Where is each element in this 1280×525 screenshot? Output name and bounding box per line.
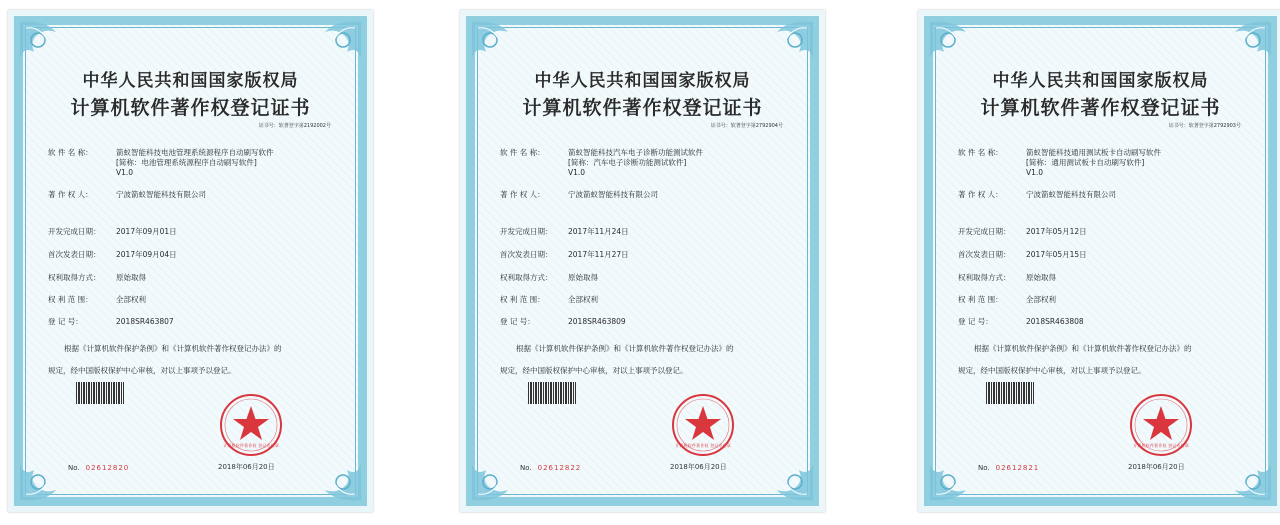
dev-date-value: 2017年11月24日	[568, 227, 629, 236]
scope-label: 权 利 范 围：	[500, 295, 545, 304]
star-icon	[1143, 406, 1179, 440]
ornate-corner-icon	[16, 444, 76, 504]
software-name-label: 软 件 名 称：	[500, 148, 545, 157]
certificate-number: 证书号：软著登字第2792903号	[1168, 123, 1241, 129]
owner-row	[48, 190, 356, 200]
dev-date-label: 开发完成日期：	[500, 227, 553, 236]
dev-date-row	[48, 227, 356, 237]
ornate-corner-icon	[468, 444, 528, 504]
barcode-icon	[986, 382, 1034, 404]
ornate-corner-icon	[757, 444, 817, 504]
software-version: V1.0	[1026, 168, 1044, 177]
acquire-label: 权利取得方式：	[500, 273, 553, 282]
certificate-1	[8, 10, 373, 512]
publish-date-label: 首次发表日期：	[48, 250, 101, 259]
software-short-name: [简称：汽车电子诊断功能测试软件]	[568, 158, 687, 167]
legal-statement-line1: 根据《计算机软件保护条例》和《计算机软件著作权登记办法》的	[64, 344, 282, 353]
owner-label: 著 作 权 人：	[958, 190, 1003, 199]
serial-number	[978, 464, 1039, 472]
barcode-icon	[528, 382, 576, 404]
legal-statement-line1: 根据《计算机软件保护条例》和《计算机软件著作权登记办法》的	[974, 344, 1192, 353]
registration-label: 登 记 号：	[958, 317, 993, 326]
owner-label: 著 作 权 人：	[48, 190, 93, 199]
software-name-row	[48, 148, 356, 178]
scope-row	[500, 295, 808, 305]
scope-value: 全部权利	[116, 295, 146, 304]
acquire-value: 原始取得	[1026, 273, 1056, 282]
owner-value: 宁波箭蚁智能科技有限公司	[116, 190, 206, 199]
registration-label: 登 记 号：	[48, 317, 83, 326]
publish-date-value: 2017年11月27日	[568, 250, 629, 259]
owner-label: 著 作 权 人：	[500, 190, 545, 199]
certificate-title: 计算机软件著作权登记证书	[980, 97, 1221, 119]
owner-row	[958, 190, 1266, 200]
software-version: V1.0	[116, 168, 134, 177]
acquire-label: 权利取得方式：	[958, 273, 1011, 282]
ornate-corner-icon	[1215, 444, 1275, 504]
legal-statement	[48, 338, 343, 382]
software-name-label: 软 件 名 称：	[958, 148, 1003, 157]
certificate-number: 证书号：软著登字第2792904号	[710, 123, 783, 129]
serial-value: 02612820	[85, 464, 130, 472]
seal-date: 2018年06月20日	[670, 463, 727, 471]
certificate-2	[460, 10, 825, 512]
publish-date-label: 首次发表日期：	[958, 250, 1011, 259]
serial-number	[520, 464, 581, 472]
acquire-label: 权利取得方式：	[48, 273, 101, 282]
serial-number	[68, 464, 129, 472]
dev-date-value: 2017年09月01日	[116, 227, 177, 236]
scope-label: 权 利 范 围：	[48, 295, 93, 304]
legal-statement-line2: 规定，经中国版权保护中心审核，对以上事项予以登记。	[958, 366, 1146, 375]
seal-date: 2018年06月20日	[218, 463, 275, 471]
software-name: 箭蚁智能科技电池管理系统源程序自动刷写软件	[116, 148, 274, 157]
software-name: 箭蚁智能科技汽车电子诊断功能测试软件	[568, 148, 703, 157]
seal-date: 2018年06月20日	[1128, 463, 1185, 471]
certificate-title: 计算机软件著作权登记证书	[70, 97, 311, 119]
scope-value: 全部权利	[568, 295, 598, 304]
official-seal-icon	[670, 392, 736, 458]
acquire-row	[48, 273, 356, 283]
publish-date-row	[48, 250, 356, 260]
dev-date-label: 开发完成日期：	[958, 227, 1011, 236]
software-name-label: 软 件 名 称：	[48, 148, 93, 157]
certificate-number: 证书号：软著登字第2192002号	[258, 123, 331, 129]
star-icon	[685, 406, 721, 440]
registration-row	[48, 317, 356, 327]
dev-date-row	[500, 227, 808, 237]
publish-date-value: 2017年09月04日	[116, 250, 177, 259]
acquire-row	[500, 273, 808, 283]
publish-date-value: 2017年05月15日	[1026, 250, 1087, 259]
serial-prefix: No.	[520, 464, 532, 472]
owner-row	[500, 190, 808, 200]
seal-text: 计算机软件著作权 登记专用章	[223, 443, 279, 448]
publish-date-label: 首次发表日期：	[500, 250, 553, 259]
seal-text: 计算机软件著作权 登记专用章	[675, 443, 731, 448]
software-short-name: [简称：通用测试板卡自动刷写软件]	[1026, 158, 1145, 167]
software-version: V1.0	[568, 168, 586, 177]
acquire-value: 原始取得	[568, 273, 598, 282]
legal-statement	[500, 338, 795, 382]
software-name-row	[958, 148, 1266, 178]
issuer-title: 中华人民共和国国家版权局	[534, 71, 751, 91]
dev-date-label: 开发完成日期：	[48, 227, 101, 236]
legal-statement-line1: 根据《计算机软件保护条例》和《计算机软件著作权登记办法》的	[516, 344, 734, 353]
scope-value: 全部权利	[1026, 295, 1056, 304]
software-short-name: [简称：电池管理系统源程序自动刷写软件]	[116, 158, 257, 167]
legal-statement	[958, 338, 1253, 382]
certificate-title: 计算机软件著作权登记证书	[522, 97, 763, 119]
registration-number: 2018SR463809	[568, 317, 626, 326]
ornate-corner-icon	[926, 444, 986, 504]
dev-date-value: 2017年05月12日	[1026, 227, 1087, 236]
legal-statement-line2: 规定，经中国版权保护中心审核，对以上事项予以登记。	[48, 366, 236, 375]
scope-label: 权 利 范 围：	[958, 295, 1003, 304]
certificate-3	[918, 10, 1280, 512]
software-name-row	[500, 148, 808, 178]
owner-value: 宁波箭蚁智能科技有限公司	[1026, 190, 1116, 199]
publish-date-row	[500, 250, 808, 260]
barcode-icon	[76, 382, 124, 404]
registration-row	[958, 317, 1266, 327]
issuer-title: 中华人民共和国国家版权局	[992, 71, 1209, 91]
serial-value: 02612822	[537, 464, 582, 472]
ornate-corner-icon	[305, 444, 365, 504]
registration-number: 2018SR463808	[1026, 317, 1084, 326]
publish-date-row	[958, 250, 1266, 260]
legal-statement-line2: 规定，经中国版权保护中心审核，对以上事项予以登记。	[500, 366, 688, 375]
star-icon	[233, 406, 269, 440]
scope-row	[48, 295, 356, 305]
official-seal-icon	[1128, 392, 1194, 458]
software-name: 箭蚁智能科技通用测试板卡自动刷写软件	[1026, 148, 1161, 157]
registration-label: 登 记 号：	[500, 317, 535, 326]
serial-prefix: No.	[68, 464, 80, 472]
issuer-title: 中华人民共和国国家版权局	[82, 71, 299, 91]
serial-value: 02612821	[995, 464, 1040, 472]
official-seal-icon	[218, 392, 284, 458]
acquire-value: 原始取得	[116, 273, 146, 282]
acquire-row	[958, 273, 1266, 283]
seal-text: 计算机软件著作权 登记专用章	[1133, 443, 1189, 448]
owner-value: 宁波箭蚁智能科技有限公司	[568, 190, 658, 199]
dev-date-row	[958, 227, 1266, 237]
scope-row	[958, 295, 1266, 305]
registration-row	[500, 317, 808, 327]
serial-prefix: No.	[978, 464, 990, 472]
registration-number: 2018SR463807	[116, 317, 174, 326]
